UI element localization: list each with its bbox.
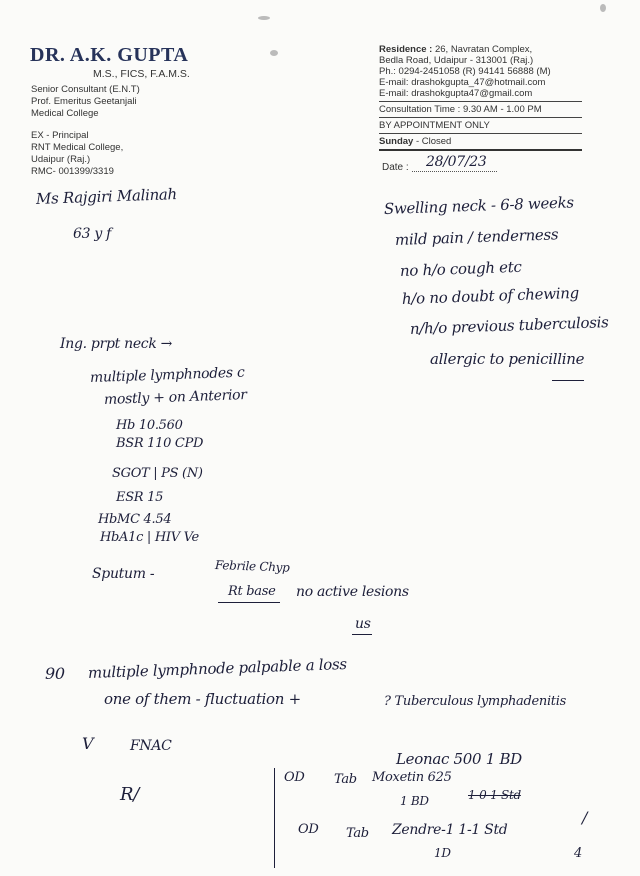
rx-1-prefix: Tab xyxy=(334,772,357,787)
letterhead-line-8: RMC- 001399/3319 xyxy=(31,166,114,177)
exam-line-2: mostly + on Anterior xyxy=(103,387,247,408)
consultation-time: Consultation Time : 9.30 AM - 1.00 PM xyxy=(379,104,542,115)
sunday-line xyxy=(379,136,584,147)
sputum-result: Febrile Chyp xyxy=(214,558,290,575)
complaint-1: Swelling neck - 6-8 weeks xyxy=(383,193,575,218)
patient-name: Ms Rajgiri Malinah xyxy=(35,185,178,208)
residence-label: Residence : xyxy=(379,44,433,55)
complaint-2: mild pain / tenderness xyxy=(394,225,559,249)
letterhead-line-5: EX - Principal xyxy=(31,130,89,141)
margin-mark-2: 4 xyxy=(574,846,582,861)
no-active-lesion: no active lesions xyxy=(296,584,409,600)
doctor-qualifications: M.S., FICS, F.A.M.S. xyxy=(93,68,190,80)
exam-line-3: Hb 10.560 xyxy=(116,418,183,433)
patient-age: 63 y f xyxy=(73,226,112,242)
advice-prefix: V xyxy=(82,734,94,753)
scan-speck xyxy=(600,4,606,12)
complaint-4: h/o no doubt of chewing xyxy=(401,283,580,308)
exam-line-6: ESR 15 xyxy=(116,490,164,505)
letterhead-line-3: Medical College xyxy=(31,108,99,119)
sunday-value: - Closed xyxy=(413,136,452,147)
address-line: Bedla Road, Udaipur - 313001 (Raj.) xyxy=(379,55,534,66)
letterhead-line-6: RNT Medical College, xyxy=(31,142,124,153)
rx-1-dose: 1 BD xyxy=(400,794,429,808)
phone-line: Ph.: 0294-2451058 (R) 94141 56888 (M) xyxy=(379,66,551,77)
sunday-label: Sunday xyxy=(379,136,414,147)
divider xyxy=(379,133,582,134)
scan-speck xyxy=(258,16,270,20)
appointment-note: BY APPOINTMENT ONLY xyxy=(379,120,490,131)
initials: us xyxy=(355,616,371,632)
exam-line-10: Rt base xyxy=(228,584,276,599)
complaint-6: allergic to penicilline xyxy=(430,350,585,368)
letterhead-line-2: Prof. Emeritus Geetanjali xyxy=(31,96,137,107)
rx-2-frequency: OD xyxy=(298,822,319,837)
date-label: Date : xyxy=(382,162,409,173)
underline xyxy=(218,602,280,603)
diagnosis-line-2: one of them - fluctuation + xyxy=(104,690,301,708)
rx-symbol: R/ xyxy=(120,784,140,805)
exam-line-7: HbMC 4.54 xyxy=(98,512,172,527)
rx-2-dose: 1D xyxy=(434,846,451,860)
margin-mark: / xyxy=(582,808,588,827)
complaint-5: n/h/o previous tuberculosis xyxy=(409,313,609,338)
rx-1-drug: Moxetin 625 xyxy=(372,770,452,785)
rx-1-top: Leonac 500 1 BD xyxy=(396,750,522,768)
exam-line-1: multiple lymphnodes c xyxy=(89,364,245,386)
letterhead-line-1: Senior Consultant (E.N.T) xyxy=(31,84,140,95)
underline xyxy=(352,634,372,635)
residence-line xyxy=(379,44,584,55)
divider xyxy=(379,117,582,118)
date-value: 28/07/23 xyxy=(426,154,487,170)
exam-line-8: HbA1c | HIV Ve xyxy=(100,530,199,545)
residence-value: 26, Navratan Complex, xyxy=(434,44,533,55)
rx-2-drug: Zendre-1 1-1 Std xyxy=(392,822,508,838)
divider xyxy=(379,149,582,151)
date-dotted-line xyxy=(412,171,497,172)
contact-block xyxy=(379,44,584,153)
exam-line-9: Sputum - xyxy=(92,566,155,582)
rx-1-dose-struck: 1-0-1 Std xyxy=(468,788,521,802)
diagnosis-prefix: 90 xyxy=(45,664,65,683)
doctor-name: DR. A.K. GUPTA xyxy=(30,44,189,66)
exam-line-5: SGOT | PS (N) xyxy=(112,466,203,481)
complaint-3: no h/o cough etc xyxy=(399,257,522,280)
impression: ? Tuberculous lymphadenitis xyxy=(384,694,566,709)
scan-speck xyxy=(270,50,278,56)
diagnosis-line-1: multiple lymphnode palpable a loss xyxy=(87,654,348,682)
rx-margin-line xyxy=(274,768,275,868)
rx-1-frequency: OD xyxy=(284,770,305,785)
divider xyxy=(379,101,582,102)
email-line-2: E-mail: drashokgupta47@gmail.com xyxy=(379,88,533,99)
rx-2-prefix: Tab xyxy=(346,826,369,841)
letterhead-line-7: Udaipur (Raj.) xyxy=(31,154,91,165)
advice-fnac: FNAC xyxy=(130,738,172,754)
exam-line-4: BSR 110 CPD xyxy=(116,436,204,451)
exam-heading: Ing. prpt neck → xyxy=(60,336,173,352)
email-line-1: E-mail: drashokgupta_47@hotmail.com xyxy=(379,77,546,88)
underline xyxy=(552,380,584,381)
